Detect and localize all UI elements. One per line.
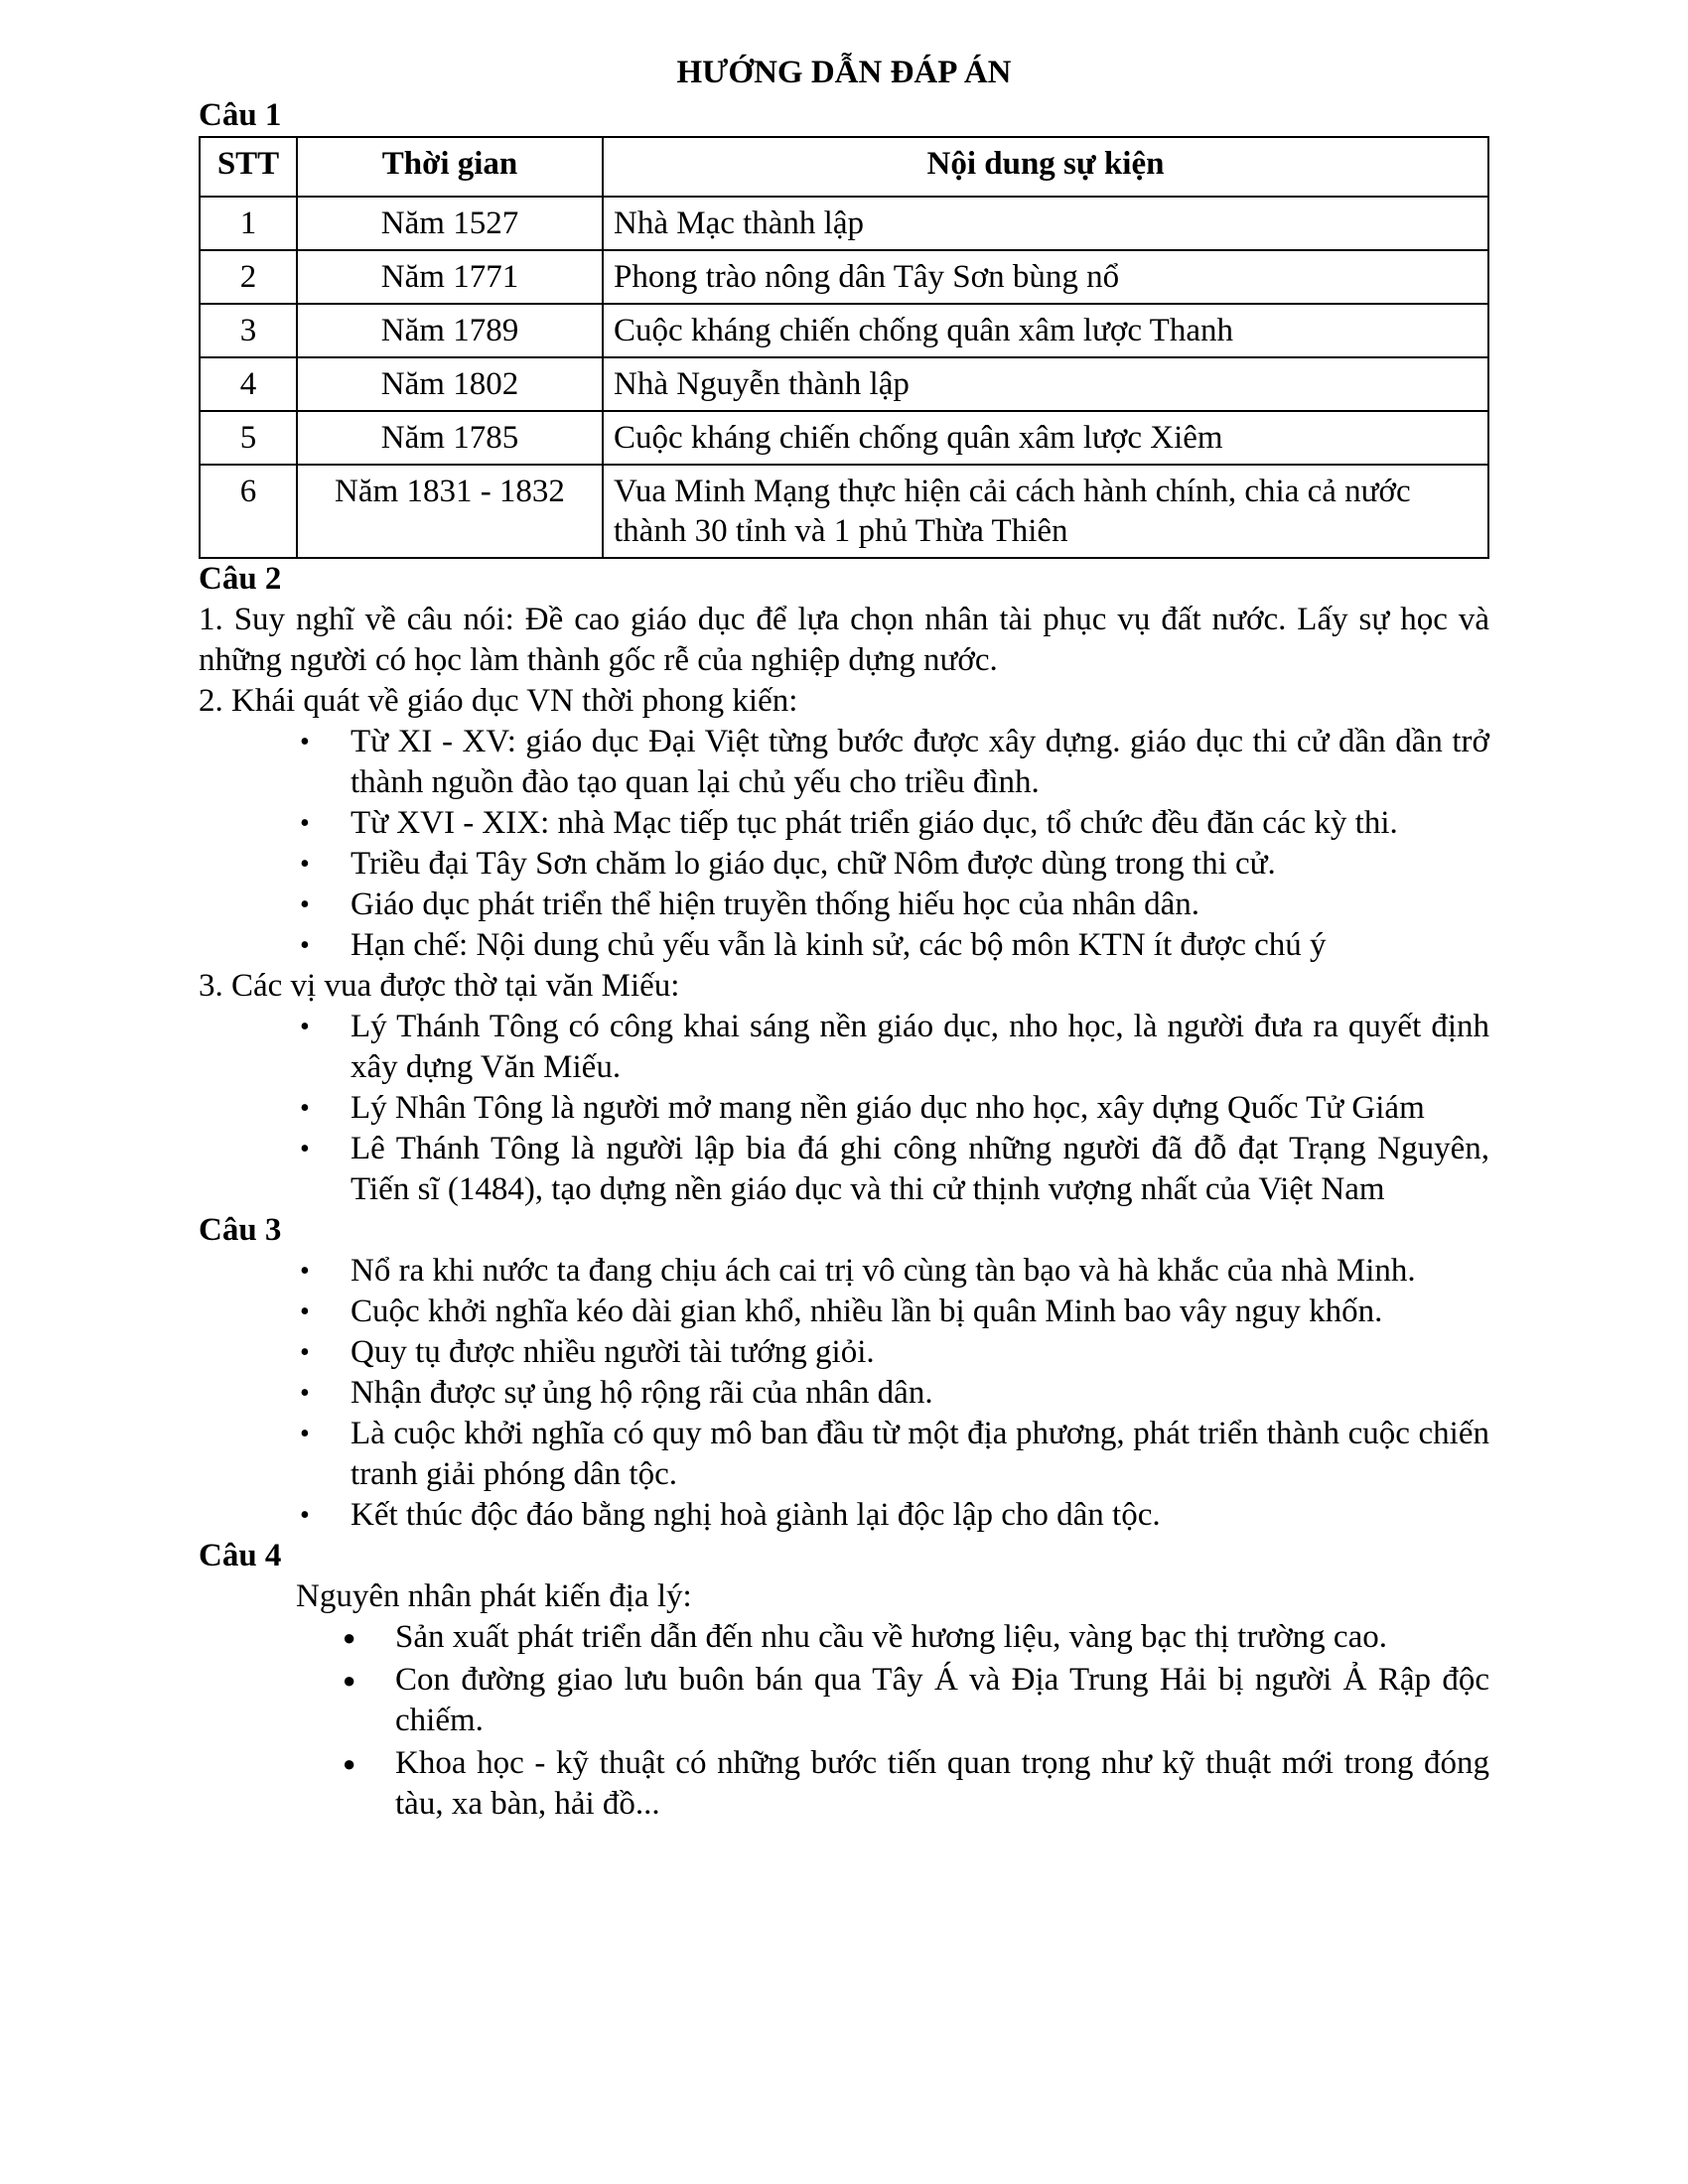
list-item: • Kết thúc độc đáo bằng nghị hoà giành lại độc lập cho dân tộc. — [296, 1495, 1489, 1536]
list-item: • Là cuộc khởi nghĩa có quy mô ban đầu từ một địa phương, phát triển thành cuộc chiến tranh giải phóng dân tộc. — [296, 1414, 1489, 1495]
header-stt: STT — [200, 137, 297, 197]
list-item: • Hạn chế: Nội dung chủ yếu vẫn là kinh sử, các bộ môn KTN ít được chú ý — [296, 925, 1489, 966]
q2-education-list — [296, 722, 1489, 966]
cell-time: Năm 1789 — [297, 304, 603, 357]
q4-intro: Nguyên nhân phát kiến địa lý: — [296, 1578, 692, 1614]
cell-content: Cuộc kháng chiến chống quân xâm lược Xiêm — [603, 411, 1488, 465]
q2-paragraph-1: 1. Suy nghĩ về câu nói: Đề cao giáo dục để lựa chọn nhân tài phục vụ đất nước. Lấy sự học và những người có học làm thành gốc rễ của nghiệp dựng nước. — [199, 602, 1489, 678]
table-row — [200, 465, 1488, 558]
list-item: ● Con đường giao lưu buôn bán qua Tây Á và Địa Trung Hải bị người Ả Rập độc chiếm. — [341, 1660, 1489, 1741]
list-item: • Giáo dục phát triển thể hiện truyền thống hiếu học của nhân dân. — [296, 885, 1489, 925]
question-3-heading: Câu 3 — [199, 1212, 282, 1248]
header-time: Thời gian — [297, 137, 603, 197]
document-title: HƯỚNG DẪN ĐÁP ÁN — [676, 55, 1012, 90]
cell-time: Năm 1527 — [297, 197, 603, 250]
table-row — [200, 250, 1488, 304]
cell-content: Cuộc kháng chiến chống quân xâm lược Thanh — [603, 304, 1488, 357]
list-item: • Nổ ra khi nước ta đang chịu ách cai trị vô cùng tàn bạo và hà khắc của nhà Minh. — [296, 1251, 1489, 1292]
header-content: Nội dung sự kiện — [603, 137, 1488, 197]
cell-time: Năm 1785 — [297, 411, 603, 465]
list-item: • Quy tụ được nhiều người tài tướng giỏi. — [296, 1332, 1489, 1373]
q2-kings-list — [296, 1007, 1489, 1210]
cell-stt: 5 — [200, 411, 297, 465]
events-table — [199, 136, 1489, 559]
q2-paragraph-2: 2. Khái quát về giáo dục VN thời phong kiến: — [199, 683, 798, 719]
table-header-row — [200, 137, 1488, 197]
list-item: • Từ XI - XV: giáo dục Đại Việt từng bước được xây dựng. giáo dục thi cử dần dần trở thành nguồn đào tạo quan lại chủ yếu cho triều đình. — [296, 722, 1489, 803]
cell-time: Năm 1802 — [297, 357, 603, 411]
list-item: • Cuộc khởi nghĩa kéo dài gian khổ, nhiều lần bị quân Minh bao vây nguy khốn. — [296, 1292, 1489, 1332]
question-4-heading: Câu 4 — [199, 1538, 282, 1573]
list-item: ● Sản xuất phát triển dẫn đến nhu cầu về hương liệu, vàng bạc thị trường cao. — [341, 1617, 1489, 1658]
cell-time: Năm 1831 - 1832 — [297, 465, 603, 558]
cell-content: Nhà Mạc thành lập — [603, 197, 1488, 250]
list-item: • Lý Nhân Tông là người mở mang nền giáo dục nho học, xây dựng Quốc Tử Giám — [296, 1088, 1489, 1129]
cell-time: Năm 1771 — [297, 250, 603, 304]
list-item: ● Khoa học - kỹ thuật có những bước tiến quan trọng như kỹ thuật mới trong đóng tàu, xa bàn, hải đồ... — [341, 1743, 1489, 1825]
answer-document — [199, 50, 1489, 1827]
q4-list — [341, 1617, 1489, 1825]
cell-stt: 6 — [200, 465, 297, 558]
question-1-heading: Câu 1 — [199, 97, 282, 133]
table-row — [200, 357, 1488, 411]
q2-paragraph-3: 3. Các vị vua được thờ tại văn Miếu: — [199, 968, 680, 1004]
cell-stt: 2 — [200, 250, 297, 304]
cell-content: Phong trào nông dân Tây Sơn bùng nổ — [603, 250, 1488, 304]
cell-stt: 1 — [200, 197, 297, 250]
cell-stt: 3 — [200, 304, 297, 357]
table-row — [200, 304, 1488, 357]
table-row — [200, 411, 1488, 465]
table-row — [200, 197, 1488, 250]
list-item: • Lê Thánh Tông là người lập bia đá ghi công những người đã đỗ đạt Trạng Nguyên, Tiến sĩ (1484), tạo dựng nền giáo dục và thi cử thịnh vượng nhất của Việt Nam — [296, 1129, 1489, 1210]
question-2-heading: Câu 2 — [199, 561, 282, 597]
list-item: • Lý Thánh Tông có công khai sáng nền giáo dục, nho học, là người đưa ra quyết định xây dựng Văn Miếu. — [296, 1007, 1489, 1088]
q3-list — [296, 1251, 1489, 1536]
list-item: • Từ XVI - XIX: nhà Mạc tiếp tục phát triển giáo dục, tổ chức đều đăn các kỳ thi. — [296, 803, 1489, 844]
list-item: • Nhận được sự ủng hộ rộng rãi của nhân dân. — [296, 1373, 1489, 1414]
list-item: • Triều đại Tây Sơn chăm lo giáo dục, chữ Nôm được dùng trong thi cử. — [296, 844, 1489, 885]
cell-content: Vua Minh Mạng thực hiện cải cách hành chính, chia cả nước thành 30 tỉnh và 1 phủ Thừa Thiên — [603, 465, 1488, 558]
cell-stt: 4 — [200, 357, 297, 411]
cell-content: Nhà Nguyễn thành lập — [603, 357, 1488, 411]
